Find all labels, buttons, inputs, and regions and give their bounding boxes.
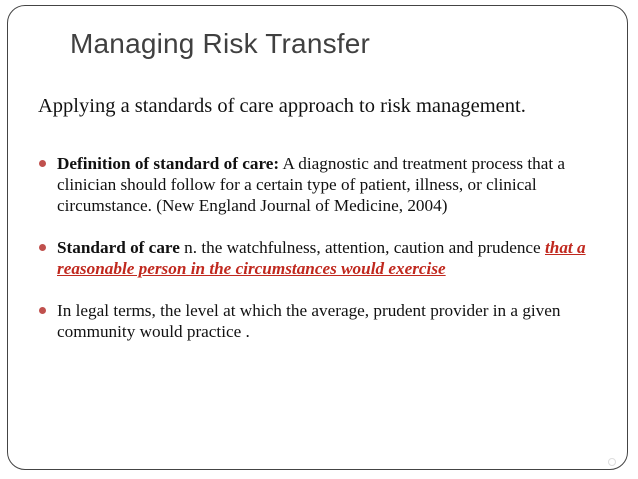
bullet-term: Definition of standard of care: xyxy=(57,154,280,173)
bullet-item-standard-of-care xyxy=(38,237,598,279)
bullet-text: In legal terms, the level at which the average, prudent provider in a given community would practice . xyxy=(57,301,561,341)
bullet-dot-icon xyxy=(39,244,46,251)
bullet-text: A diagnostic and treatment process that a clinician should follow for a certain type of patient, illness, or clinical circumstance. (New England Journal of Medicine, 2004) xyxy=(57,154,566,215)
bullet-text: n. the watchfulness, attention, caution and prudence xyxy=(179,238,545,257)
bullet-item-legal-terms xyxy=(38,300,598,342)
bullet-term: Standard of care xyxy=(57,238,180,257)
bullet-emphasis: that a reasonable person in the circumstances would exercise xyxy=(57,238,586,278)
slide-title: Managing Risk Transfer xyxy=(70,28,371,59)
bullet-dot-icon xyxy=(39,160,46,167)
bullet-dot-icon xyxy=(39,307,46,314)
slide-subtitle: Applying a standards of care approach to risk management. xyxy=(38,95,526,117)
corner-mark-icon xyxy=(608,458,616,466)
bullet-list xyxy=(38,153,598,363)
bullet-item-definition xyxy=(38,153,598,216)
